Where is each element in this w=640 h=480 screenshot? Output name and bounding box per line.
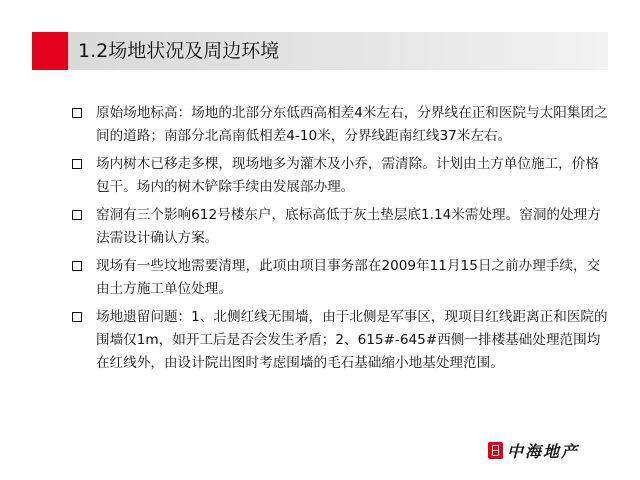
company-logo-icon <box>488 442 503 459</box>
square-bullet-icon <box>72 210 82 220</box>
page-title: 1.2场地状况及周边环境 <box>78 40 280 62</box>
company-logo <box>488 440 579 460</box>
bullet-text: 场地遗留问题：1、北侧红线无围墙，由于北侧是军事区，现项目红线距离正和医院的围墙仅1m，如开工后是否会发生矛盾；2、615#-645#西侧一排楼基础处理范围均在红线外，由设计院出图时考虑围墙的毛石基础缩小地基处理范围。 <box>96 309 608 371</box>
square-bullet-icon <box>72 312 82 322</box>
bullet-text: 现场有一些坟地需要清理，此项由项目事务部在2009年11月15日之前办理手续，交由土方施工单位处理。 <box>96 258 601 297</box>
list-item <box>72 306 612 375</box>
list-item <box>72 153 612 199</box>
bullet-text: 窑洞有三个影响612号楼东户，底标高低于灰土垫层底1.14米需处理。窑洞的处理方法需设计确认方案。 <box>96 207 601 246</box>
square-bullet-icon <box>72 108 82 118</box>
list-item <box>72 255 612 301</box>
list-item <box>72 204 612 250</box>
company-logo-text: 中海地产 <box>507 441 580 461</box>
bullet-text: 原始场地标高：场地的北部分东低西高相差4米左右，分界线在正和医院与太阳集团之间的道路；南部分北高南低相差4-10米，分界线距南红线37米左右。 <box>96 105 608 144</box>
square-bullet-icon <box>72 261 82 271</box>
bullet-list <box>72 102 612 380</box>
square-bullet-icon <box>72 159 82 169</box>
title-accent-block <box>32 32 68 70</box>
list-item <box>72 102 612 148</box>
bullet-text: 场内树木已移走多棵，现场地多为灌木及小乔，需清除。计划由土方单位施工，价格包干。场内的树木铲除手续由发展部办理。 <box>96 156 599 195</box>
